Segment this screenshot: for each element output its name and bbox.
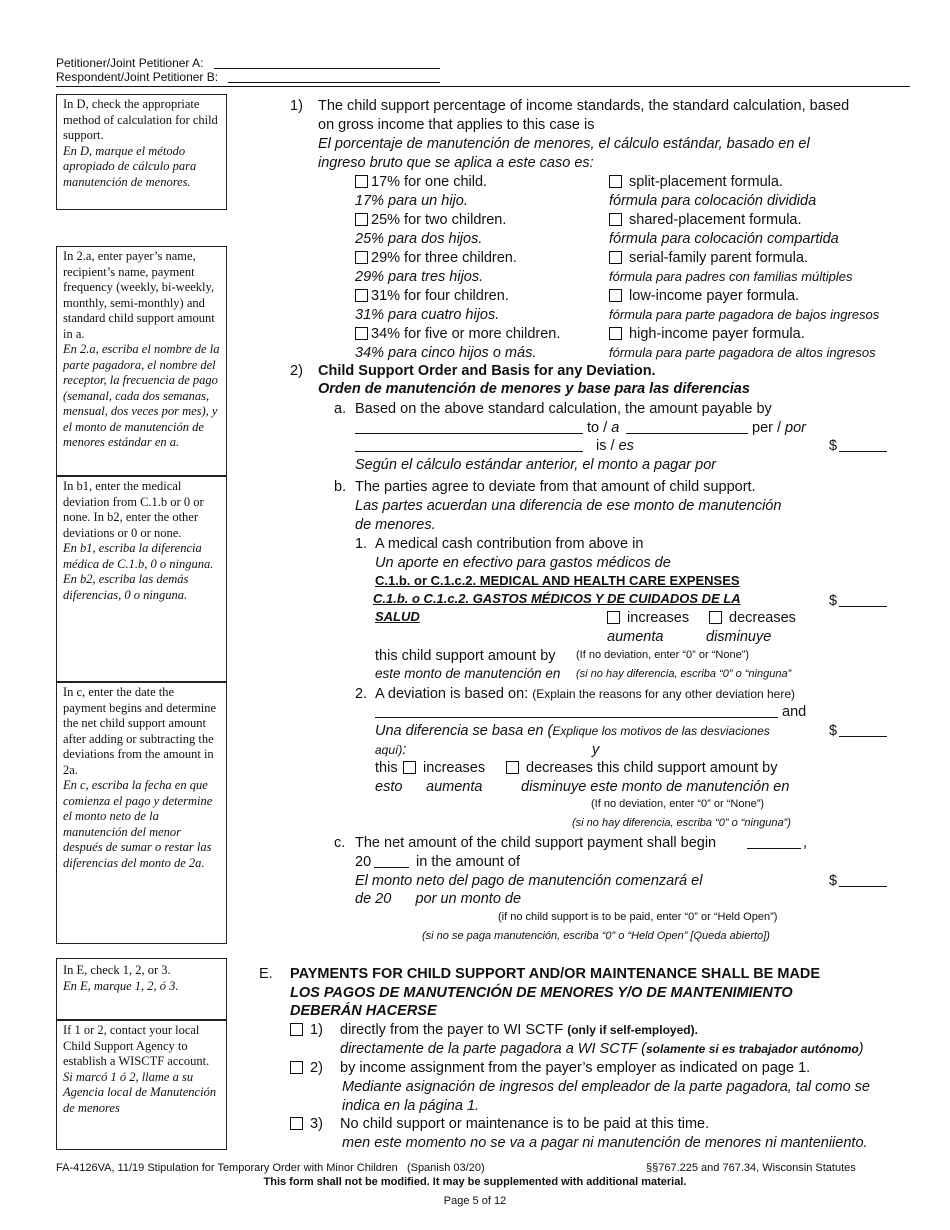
- medical-deviation-field[interactable]: [839, 606, 887, 607]
- section-1-number: 1): [290, 98, 303, 114]
- section-1-text: on gross income that applies to this case is: [318, 117, 595, 133]
- instruction-box-wisctf: [56, 1020, 227, 1150]
- option-es: 17% para un hijo.: [355, 193, 468, 209]
- dollar-sign: $: [829, 873, 838, 889]
- item-c-note: (if no child support is to be paid, enter “0” or “Held Open”): [498, 911, 778, 923]
- item-a-label: a.: [334, 401, 347, 417]
- payment-option-2[interactable]: 2): [290, 1059, 323, 1077]
- checkbox[interactable]: [355, 289, 368, 302]
- petitioner-field[interactable]: [214, 68, 440, 69]
- option-es: fórmula para colocación dividida: [609, 193, 817, 209]
- option-high-income[interactable]: high-income payer formula.: [609, 325, 805, 343]
- item-b-label: b.: [334, 479, 347, 495]
- payment-option-1-text-es: directamente de la parte pagadora a WI SCTF (solamente si es trabajador autónomo): [340, 1041, 864, 1057]
- item-c-text: The net amount of the child support payment shall begin: [355, 835, 717, 851]
- this-label: this: [375, 760, 398, 776]
- item-b1-this-es: este monto de manutención en: [375, 666, 561, 681]
- year-prefix: 20: [355, 854, 372, 870]
- section-e-title: PAYMENTS FOR CHILD SUPPORT AND/OR MAINTENANCE SHALL BE MADE: [290, 966, 821, 982]
- respondent-label: Respondent/Joint Petitioner B:: [56, 70, 219, 84]
- instruction-text-es: En 2.a, escriba el nombre de la parte pagadora, el nombre del receptor, la frecuencia de pago (semanal, cada dos semanas, mensual, dos veces por mes), y el monto de manutención de menores estándar en a.: [63, 342, 220, 449]
- item-c-note-es: (si no se paga manutención, escriba “0” o “Held Open” [Queda abierto]): [422, 930, 770, 942]
- item-b-text-es: de menores.: [355, 517, 436, 533]
- item-b2-text-es: Una diferencia se basa en (Explique los motivos de las desviaciones: [375, 723, 770, 739]
- form-id: FA-4126VA, 11/19 Stipulation for Temporary Order with Minor Children (Spanish 03/20): [56, 1162, 485, 1174]
- section-2-title-es: Orden de manutención de menores y base para las diferencias: [318, 381, 750, 397]
- instruction-text-es: En b1, escriba la diferencia médica de C.1.b, 0 o ninguna. En b2, escriba las demás diferencias, 0 o ninguna.: [63, 541, 214, 602]
- item-b1-number: 1.: [355, 536, 368, 552]
- option-es: fórmula para parte pagadora de altos ingresos: [609, 345, 876, 360]
- item-b1-this: this child support amount by: [375, 648, 556, 664]
- option-low-income[interactable]: low-income payer formula.: [609, 287, 799, 305]
- deviation-increases-option[interactable]: increases: [403, 759, 485, 777]
- dollar-sign: $: [829, 723, 838, 739]
- checkbox[interactable]: [290, 1117, 303, 1130]
- item-b1-text-es: Un aporte en efectivo para gastos médicos de: [375, 555, 671, 571]
- to-label: to / a: [587, 420, 620, 436]
- section-2-number: 2): [290, 363, 303, 379]
- instruction-text: In c, enter the date the payment begins and determine the net child support amount after adding or subtracting the deviations from the amount in 2a.: [63, 685, 217, 777]
- checkbox[interactable]: [355, 251, 368, 264]
- payment-option-2-text-es: indica en la página 1.: [342, 1098, 480, 1114]
- option-34-percent[interactable]: 34% for five or more children.: [355, 325, 560, 343]
- footer-notice: This form shall not be modified. It may be supplemented with additional material.: [263, 1176, 687, 1188]
- option-es: fórmula para padres con familias múltiples: [609, 269, 853, 284]
- payment-option-3-text-es: men este momento no se va a pagar ni manutención de menores ni manteniiento.: [342, 1135, 868, 1151]
- deviation-reason-field[interactable]: [375, 717, 778, 718]
- item-c-text-es: de 20 por un monto de: [355, 891, 522, 907]
- payer-name-field[interactable]: [355, 433, 583, 434]
- item-c-amount: in the amount of: [416, 854, 520, 870]
- item-b1-note: (If no deviation, enter “0” or “None”): [576, 649, 750, 661]
- item-b-text-es: Las partes acuerdan una diferencia de ese monto de manutención: [355, 498, 782, 514]
- option-es: 34% para cinco hijos o más.: [355, 345, 537, 361]
- dollar-sign: $: [829, 593, 838, 609]
- item-b2-text-es: aquí):: [375, 742, 407, 758]
- medical-reference: C.1.b. or C.1.c.2. MEDICAL AND HEALTH CARE EXPENSES: [375, 573, 740, 588]
- page-number: Page 5 of 12: [443, 1195, 507, 1207]
- instruction-text: In D, check the appropriate method of calculation for child support.: [63, 97, 218, 142]
- checkbox[interactable]: [609, 175, 622, 188]
- medical-reference-es: SALUD: [375, 609, 420, 624]
- section-1-text-es: ingreso bruto que se aplica a este caso es:: [318, 155, 594, 171]
- option-es: 31% para cuatro hijos.: [355, 307, 500, 323]
- and-label: and: [782, 704, 807, 720]
- item-b2-text: A deviation is based on: (Explain the reasons for any other deviation here): [375, 686, 796, 702]
- instruction-text: In b1, enter the medical deviation from C.1.b or 0 or none. In b2, enter the other deviations or 0 or none.: [63, 479, 204, 540]
- item-b2-number: 2.: [355, 686, 368, 702]
- section-e-label: E.: [259, 966, 273, 982]
- option-25-percent[interactable]: 25% for two children.: [355, 211, 506, 229]
- aumenta-label: aumenta: [426, 779, 483, 795]
- option-es: 25% para dos hijos.: [355, 231, 483, 247]
- section-e-title-es: DEBERÁN HACERSE: [290, 1003, 437, 1019]
- item-b1-text: A medical cash contribution from above in: [375, 536, 644, 552]
- esto-label: esto: [375, 779, 403, 795]
- standard-amount-field[interactable]: [839, 451, 887, 452]
- item-b2-note-es: (si no hay diferencia, escriba “0” o “ninguna”): [572, 817, 791, 829]
- checkbox[interactable]: [506, 761, 519, 774]
- per-label: per / por: [752, 420, 807, 436]
- year-field[interactable]: [374, 867, 409, 868]
- section-e-title-es: LOS PAGOS DE MANUTENCIÓN DE MENORES Y/O DE MANTENIMIENTO: [290, 985, 793, 1001]
- option-es: 29% para tres hijos.: [355, 269, 484, 285]
- comma: ,: [803, 835, 808, 851]
- aumenta-label: aumenta: [607, 629, 664, 645]
- option-shared-placement[interactable]: shared-placement formula.: [609, 211, 802, 229]
- instruction-box-d: [56, 94, 227, 210]
- section-1-text: The child support percentage of income standards, the standard calculation, based: [318, 98, 850, 114]
- instruction-box-e: [56, 958, 227, 1020]
- payment-option-2-text-es: Mediante asignación de ingresos del empleador de la parte pagadora, tal como se: [342, 1079, 870, 1095]
- instruction-text-es: Si marcó 1 ó 2, llame a su Agencia local de Manutención de menores: [63, 1069, 217, 1115]
- option-17-percent[interactable]: 17% for one child.: [355, 173, 487, 191]
- option-es: fórmula para colocación compartida: [609, 231, 839, 247]
- item-b2-note: (If no deviation, enter “0” or “None”): [591, 798, 765, 810]
- payment-option-1-text: directly from the payer to WI SCTF (only if self-employed).: [340, 1022, 698, 1038]
- checkbox[interactable]: [607, 611, 620, 624]
- medical-reference-es: C.1.b. o C.1.c.2. GASTOS MÉDICOS Y DE CUIDADOS DE LA: [373, 591, 741, 606]
- y-label: y: [592, 742, 600, 758]
- item-a-text-es: Según el cálculo estándar anterior, el monto a pagar por: [355, 457, 717, 473]
- option-split-placement[interactable]: split-placement formula.: [609, 173, 783, 191]
- respondent-field[interactable]: [228, 82, 440, 83]
- option-31-percent[interactable]: 31% for four children.: [355, 287, 509, 305]
- section-1-text-es: El porcentaje de manutención de menores, el cálculo estándar, basado en el: [318, 136, 810, 152]
- checkbox[interactable]: [609, 289, 622, 302]
- instruction-text-es: En E, marque 1, 2, ó 3.: [63, 978, 179, 993]
- disminuye-label: disminuye este monto de manutención en: [521, 779, 790, 795]
- option-29-percent[interactable]: 29% for three children.: [355, 249, 517, 267]
- item-b-text: The parties agree to deviate from that amount of child support.: [355, 479, 756, 495]
- option-serial-family[interactable]: serial-family parent formula.: [609, 249, 808, 267]
- deviation-decreases-option[interactable]: decreases this child support amount by: [506, 759, 778, 777]
- payment-option-3[interactable]: 3): [290, 1115, 323, 1133]
- medical-decreases-option[interactable]: decreases: [709, 609, 796, 627]
- checkbox[interactable]: [355, 175, 368, 188]
- medical-increases-option[interactable]: increases: [607, 609, 689, 627]
- instruction-text-es: En D, marque el método apropiado de cálculo para manutención de menores.: [63, 143, 197, 189]
- checkbox[interactable]: [290, 1023, 303, 1036]
- checkbox[interactable]: [709, 611, 722, 624]
- statutes: §§767.225 and 767.34, Wisconsin Statutes: [646, 1162, 856, 1174]
- item-b1-note-es: (si no hay diferencia, escriba “0” o “ninguna”: [576, 668, 792, 680]
- checkbox[interactable]: [355, 327, 368, 340]
- recipient-name-field[interactable]: [626, 433, 748, 434]
- instruction-text: If 1 or 2, contact your local Child Support Agency to establish a WISCTF account.: [63, 1023, 210, 1068]
- instruction-text: In 2.a, enter payer’s name, recipient’s name, payment frequency (weekly, bi-weekly, monthly, semi-monthly) and standard child support amount in a.: [63, 249, 215, 341]
- net-amount-field[interactable]: [839, 886, 887, 887]
- checkbox[interactable]: [355, 213, 368, 226]
- section-2-title: Child Support Order and Basis for any Deviation.: [318, 363, 656, 379]
- checkbox[interactable]: [290, 1061, 303, 1074]
- checkbox[interactable]: [403, 761, 416, 774]
- instruction-box-b: [56, 476, 227, 682]
- item-a-text: Based on the above standard calculation, the amount payable by: [355, 401, 772, 417]
- is-label: is / es: [596, 438, 634, 454]
- instruction-text: In E, check 1, 2, or 3.: [63, 963, 171, 977]
- checkbox[interactable]: [609, 213, 622, 226]
- item-c-text-es: El monto neto del pago de manutención comenzará el: [355, 873, 703, 889]
- item-c-label: c.: [334, 835, 346, 851]
- petitioner-label: Petitioner/Joint Petitioner A:: [56, 56, 204, 70]
- other-deviation-field[interactable]: [839, 736, 887, 737]
- dollar-sign: $: [829, 438, 838, 454]
- instruction-text-es: En c, escriba la fecha en que comienza el pago y determine el monto neto de la manutención del menor después de sumar o restar las diferencias del monto de 2a.: [63, 778, 213, 870]
- payment-option-3-text: No child support or maintenance is to be paid at this time.: [340, 1116, 710, 1132]
- header-rule: [56, 86, 910, 87]
- begin-date-field[interactable]: [747, 848, 801, 849]
- payment-option-1[interactable]: 1): [290, 1021, 323, 1039]
- instruction-box-c: [56, 682, 227, 944]
- checkbox[interactable]: [609, 251, 622, 264]
- disminuye-label: disminuye: [706, 629, 772, 645]
- checkbox[interactable]: [609, 327, 622, 340]
- option-es: fórmula para parte pagadora de bajos ingresos: [609, 307, 880, 322]
- payment-option-2-text: by income assignment from the payer’s employer as indicated on page 1.: [340, 1060, 811, 1076]
- instruction-box-2a: [56, 246, 227, 476]
- frequency-field[interactable]: [355, 451, 583, 452]
